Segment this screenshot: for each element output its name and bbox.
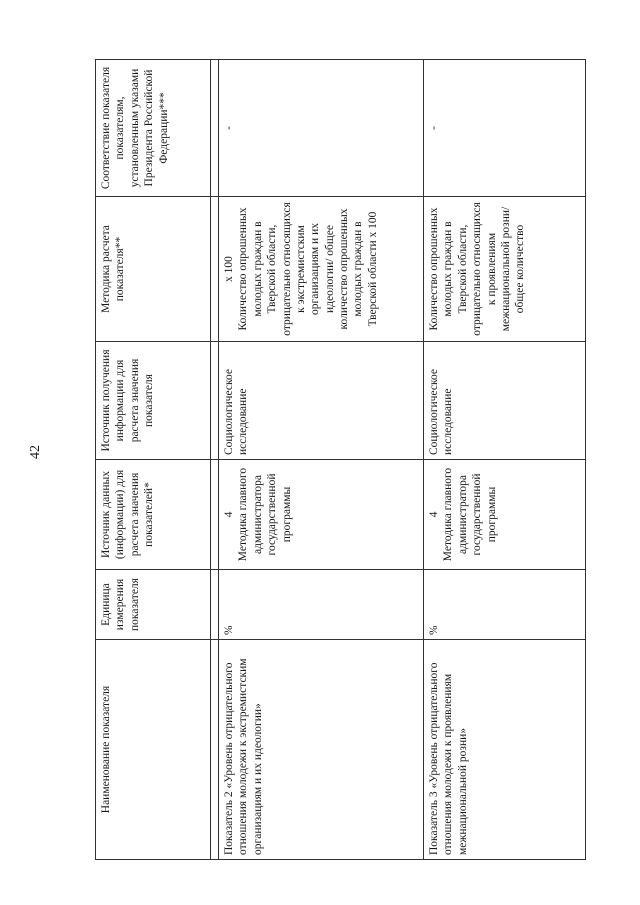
data-source-text: Методика главного администратора государственной программы <box>237 467 293 562</box>
table-spacer-row <box>211 60 219 860</box>
table-row <box>219 60 424 860</box>
table-row <box>424 60 586 860</box>
spacer-cell <box>211 460 219 570</box>
row-unit: % <box>424 570 586 640</box>
row-info-source: Социологическое исследование <box>424 342 586 460</box>
row-info-source: Социологическое исследование <box>219 342 424 460</box>
header-compliance: Соответствие показателя показателям, установленным указами Президента Российской Федерации*** <box>96 60 211 197</box>
row-data-source <box>219 460 424 570</box>
spacer-cell <box>211 640 219 860</box>
method-text: Количество опрошенных молодых граждан в Тверской области, отрицательно относящихся к экстремистским организациям и их идеологии/ общее количество опрошенных молодых граждан в Тверской области х 100 <box>237 202 379 336</box>
row-compliance: - <box>424 60 586 197</box>
row-compliance: - <box>219 60 424 197</box>
row-method <box>219 197 424 342</box>
header-info-source: Источник получения информации для расчета значения показателя <box>96 342 211 460</box>
header-data-source: Источник данных (информации) для расчета значения показателей* <box>96 460 211 570</box>
data-source-number: 4 <box>428 511 440 518</box>
row-name: Показатель 2 «Уровень отрицательного отношения молодежи к экстремистским организациям и их идеологии» <box>219 640 424 860</box>
spacer-cell <box>211 342 219 460</box>
indicator-table-rotated <box>95 60 585 860</box>
indicator-table <box>95 59 586 860</box>
row-method: Количество опрошенных молодых граждан в Тверской области, отрицательно относящихся к проявлениям межнациональной розни/ общее количество <box>424 197 586 342</box>
spacer-cell <box>211 197 219 342</box>
spacer-cell <box>211 570 219 640</box>
page-number: 42 <box>28 445 43 459</box>
row-name: Показатель 3 «Уровень отрицательного отношения молодежи к проявлениям межнациональной розни» <box>424 640 586 860</box>
data-source-text: Методика главного администратора государственной программы <box>442 467 498 562</box>
spacer-cell <box>211 60 219 197</box>
header-method: Методика расчета показателя** <box>96 197 211 342</box>
row-data-source <box>424 460 586 570</box>
method-continued-formula: х 100 <box>223 256 235 282</box>
header-name: Наименование показателя <box>96 640 211 860</box>
row-unit: % <box>219 570 424 640</box>
header-unit: Единица измерения показателя <box>96 570 211 640</box>
data-source-number: 4 <box>223 511 235 518</box>
table-header-row <box>96 60 211 860</box>
